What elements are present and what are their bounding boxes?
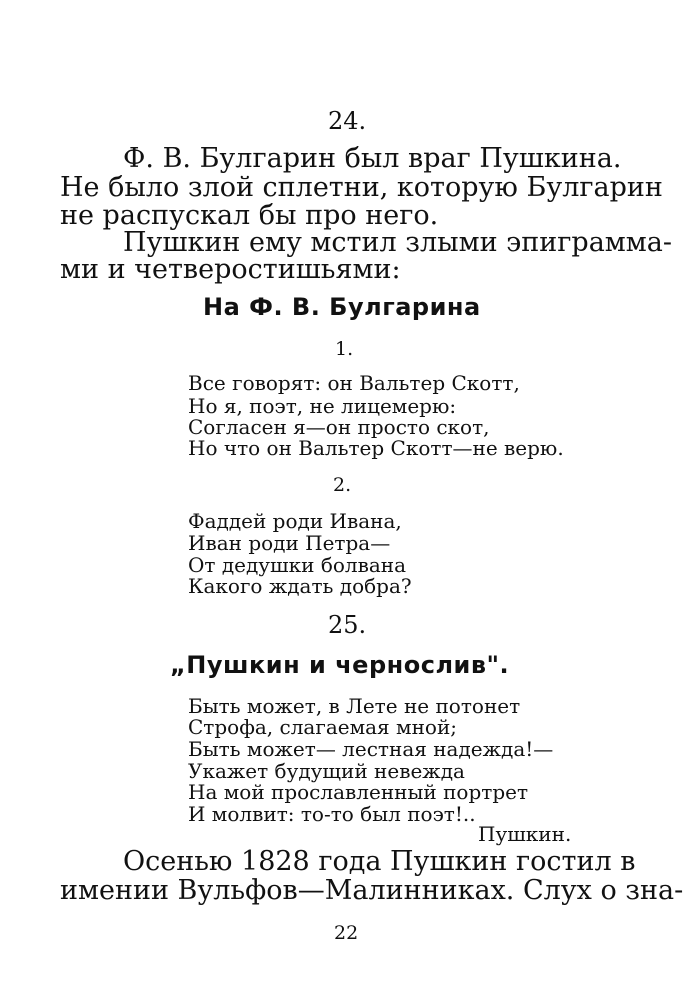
verse-line: Строфа, слагаемая мной;	[188, 715, 458, 739]
verse-line: И молвит: то-то был поэт!..	[188, 802, 476, 826]
page-number: 22	[334, 922, 359, 944]
poem-title-bulgarin: На Ф. В. Булгарина	[203, 293, 481, 321]
paragraph-line: Ф. В. Булгарин был враг Пушкина.	[123, 143, 622, 174]
verse-line: Укажет будущий невежда	[188, 759, 465, 783]
verse-line: Но я, поэт, не лицемерю:	[188, 394, 457, 418]
paragraph-line: Осенью 1828 года Пушкин гостил в	[123, 846, 636, 877]
section-number-24: 24.	[328, 107, 367, 135]
verse-line: Быть может— лестная надежда!—	[188, 737, 554, 761]
verse-line: От дедушки болвана	[188, 553, 407, 577]
poem-number-1: 1.	[335, 338, 354, 360]
verse-line: Но что он Вальтер Скотт—не верю.	[188, 436, 564, 460]
poem-number-2: 2.	[333, 474, 352, 496]
verse-line: На мой прославленный портрет	[188, 780, 529, 804]
paragraph-line: имении Вульфов—Малинниках. Слух о зна-	[60, 875, 684, 906]
paragraph-line: Пушкин ему мстил злыми эпиграмма-	[123, 227, 673, 258]
verse-line: Все говорят: он Вальтер Скотт,	[188, 371, 520, 395]
verse-line: Согласен я—он просто скот,	[188, 415, 490, 439]
verse-line: Иван роди Петра—	[188, 531, 391, 555]
signature: Пушкин.	[478, 822, 572, 846]
poem-title-chernosliv: „Пушкин и чернослив".	[170, 651, 510, 679]
verse-line: Фаддей роди Ивана,	[188, 509, 402, 533]
verse-line: Какого ждать добра?	[188, 574, 412, 598]
verse-line: Быть может, в Лете не потонет	[188, 694, 521, 718]
paragraph-line: Не было злой сплетни, которую Булгарин	[60, 172, 663, 203]
section-number-25: 25.	[328, 611, 367, 639]
paragraph-line: не распускал бы про него.	[60, 200, 439, 231]
paragraph-line: ми и четверостишьями:	[60, 254, 401, 285]
